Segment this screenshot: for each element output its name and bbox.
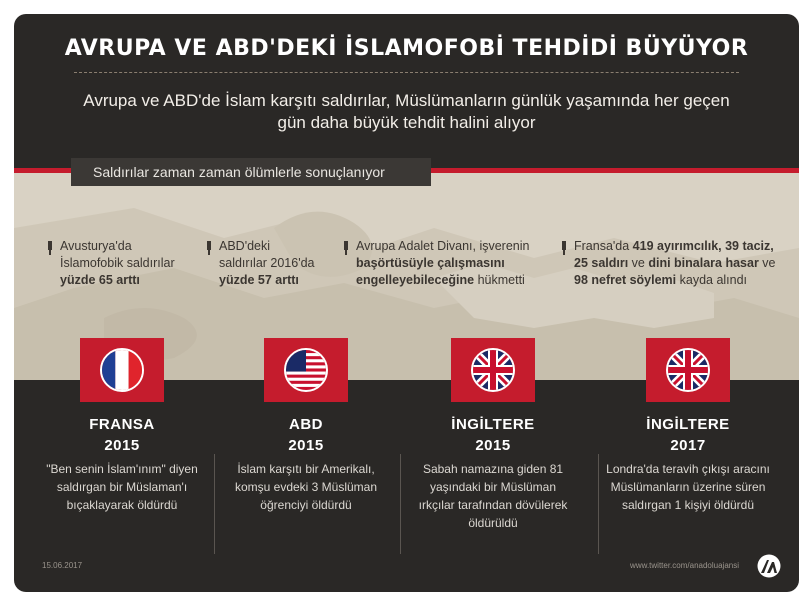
desc-line: öldürüldü — [468, 516, 518, 530]
event-france-title — [37, 414, 207, 456]
desc-line: yaşındaki bir Müslüman — [429, 480, 557, 494]
desc-line: ırkçılar tarafından dövülerek — [418, 498, 568, 512]
page-title: AVRUPA VE ABD'DEKİ İSLAMOFOBİ TEHDİDİ BÜYÜYOR — [64, 36, 749, 61]
subtitle — [54, 90, 759, 134]
event-uk-2015-desc — [408, 460, 578, 532]
fact-highlight: başörtüsüyle çalışmasını — [356, 256, 505, 270]
uk-flag-icon — [666, 348, 710, 392]
event-year: 2015 — [104, 437, 140, 454]
desc-line: saldırgan 1 kişiyi öldürdü — [621, 498, 755, 512]
event-uk-2017-title — [603, 414, 773, 456]
fact-text: kayda alındı — [676, 273, 748, 287]
fact-text: ve — [628, 256, 649, 270]
event-usa-desc — [221, 460, 391, 514]
pin-icon — [562, 241, 566, 250]
column-divider — [400, 454, 401, 554]
fact-line: Avusturya'da — [60, 239, 132, 253]
fact-highlight: 25 saldırı — [574, 256, 629, 270]
usa-flag-icon — [284, 348, 328, 392]
desc-line: komşu evdeki 3 Müslüman — [234, 480, 378, 494]
pin-icon — [48, 241, 52, 250]
fact-line: ABD'deki — [219, 239, 271, 253]
desc-line: "Ben senin İslam'ınım" diyen — [46, 462, 198, 476]
flag-box-france — [80, 338, 164, 402]
uk-flag-icon — [471, 348, 515, 392]
country-name: İNGİLTERE — [646, 416, 730, 433]
desc-line: İslam karşıtı bir Amerikalı, — [237, 462, 375, 476]
event-usa-title — [221, 414, 391, 456]
fact-usa — [219, 238, 315, 289]
fact-france — [574, 238, 776, 289]
france-flag-icon — [100, 348, 144, 392]
country-name: İNGİLTERE — [451, 416, 535, 433]
desc-line: öğrenciyi öldürdü — [260, 498, 352, 512]
banner: Saldırılar zaman zaman ölümlerle sonuçlanıyor — [71, 158, 431, 186]
publish-date: 15.06.2017 — [42, 561, 83, 570]
subtitle-line-2: gün daha büyük tehdit halini alıyor — [277, 113, 536, 132]
desc-line: saldırgan bir Müslaman'ı — [56, 480, 188, 494]
event-year: 2015 — [475, 437, 511, 454]
fact-line: Avrupa Adalet Divanı, işverenin — [356, 239, 530, 253]
fact-highlight: 98 nefret söylemi — [574, 273, 677, 287]
country-name: FRANSA — [89, 416, 155, 433]
column-divider — [214, 454, 215, 554]
fact-text: hükmetti — [474, 273, 525, 287]
event-year: 2015 — [288, 437, 324, 454]
fact-austria — [60, 238, 175, 289]
flag-box-uk-2017 — [646, 338, 730, 402]
event-uk-2017-desc — [603, 460, 773, 514]
event-france-desc — [37, 460, 207, 514]
fact-line: saldırılar 2016'da — [219, 256, 315, 270]
anadolu-agency-logo-icon — [757, 554, 781, 578]
desc-line: Sabah namazına giden 81 — [422, 462, 564, 476]
twitter-handle[interactable]: www.twitter.com/anadoluajansi — [630, 561, 739, 570]
infographic-card — [14, 14, 799, 592]
fact-text: ve — [758, 256, 776, 270]
desc-line: Londra'da teravih çıkışı aracını — [606, 462, 770, 476]
fact-eu-court — [356, 238, 529, 289]
flag-box-uk-2015 — [451, 338, 535, 402]
fact-line: İslamofobik saldırılar — [60, 256, 175, 270]
title-divider — [74, 72, 739, 73]
fact-highlight: yüzde 65 arttı — [60, 273, 140, 287]
column-divider — [598, 454, 599, 554]
desc-line: bıçaklayarak öldürdü — [66, 498, 178, 512]
event-uk-2015-title — [408, 414, 578, 456]
desc-line: Müslümanların üzerine süren — [610, 480, 766, 494]
pin-icon — [207, 241, 211, 250]
fact-highlight: dini binalara hasar — [648, 256, 759, 270]
fact-highlight: 419 ayırımcılık, 39 taciz, — [632, 239, 774, 253]
pin-icon — [344, 241, 348, 250]
subtitle-line-1: Avrupa ve ABD'de İslam karşıtı saldırılar, Müslümanların günlük yaşamında her geçen — [83, 91, 730, 110]
flag-box-usa — [264, 338, 348, 402]
event-year: 2017 — [670, 437, 706, 454]
fact-highlight: engelleyebileceğine — [356, 273, 475, 287]
country-name: ABD — [289, 416, 323, 433]
fact-text: Fransa'da — [574, 239, 633, 253]
fact-highlight: yüzde 57 arttı — [219, 273, 299, 287]
